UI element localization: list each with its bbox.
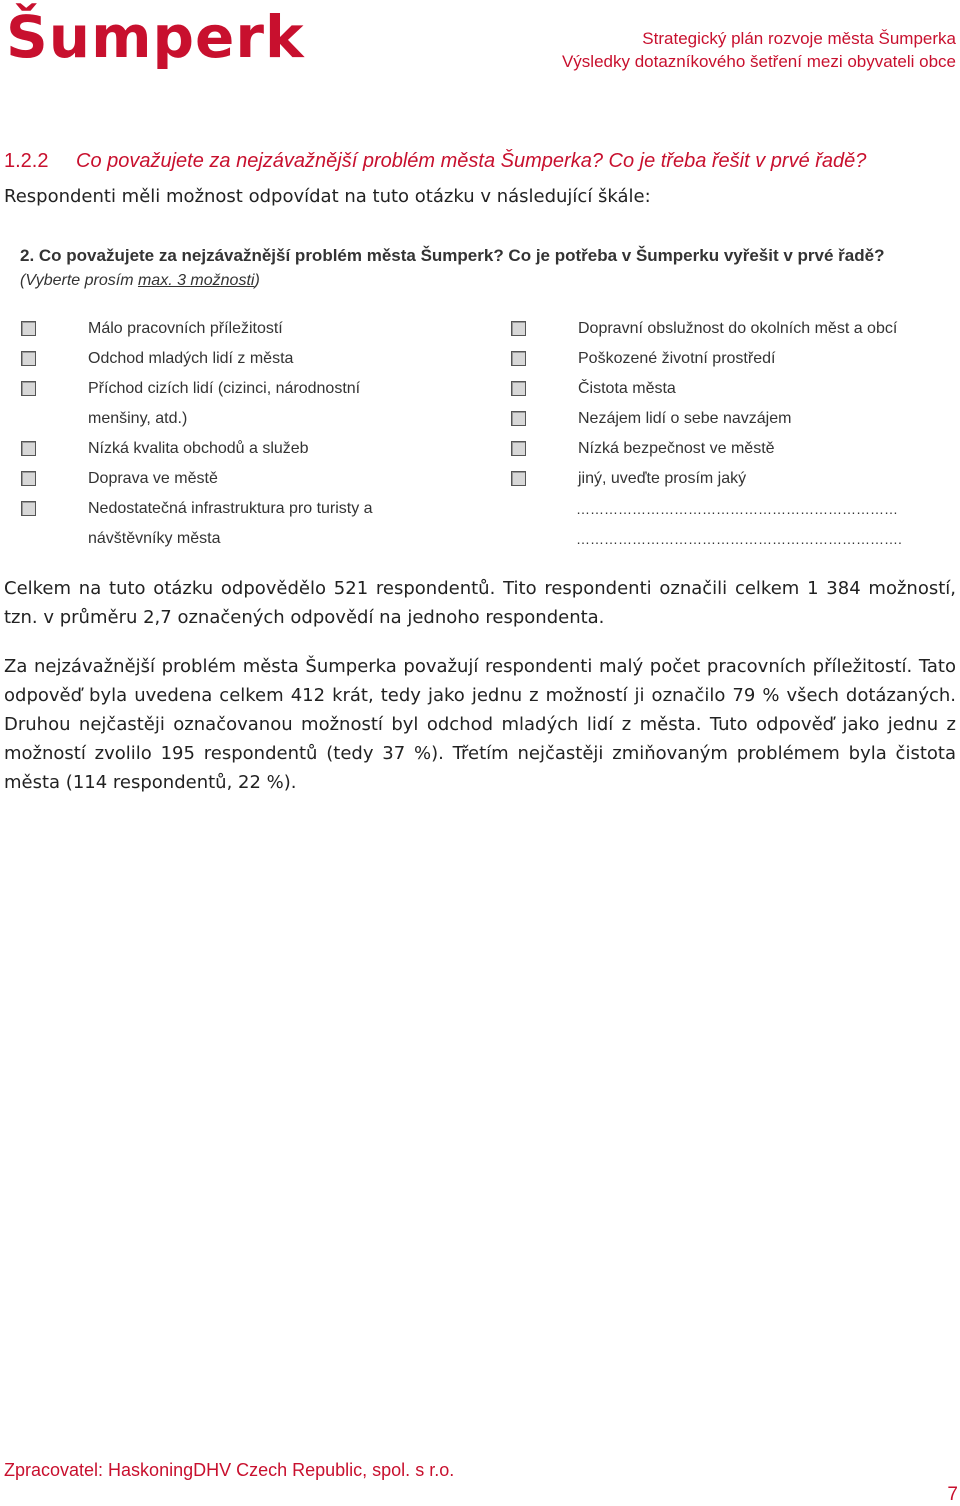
checkbox-icon (21, 501, 36, 516)
checkbox-icon (21, 321, 36, 336)
paragraph-summary: Celkem na tuto otázku odpovědělo 521 respondentů. Tito respondenti označili celkem 1 384 možností, tzn. v průměru 2,7 označených odpovědí na jednoho respondenta. (4, 578, 956, 628)
option-item (18, 494, 408, 554)
fill-in-line: ……………………………………………………………. (576, 531, 902, 547)
header-title-line1: Strategický plán rozvoje města Šumperka (642, 29, 956, 48)
city-logo: Šumperk (6, 3, 305, 71)
checkbox-icon (21, 381, 36, 396)
checkbox-icon (511, 321, 526, 336)
option-item (18, 464, 448, 494)
subtitle-underlined: max. 3 možnosti (137, 272, 255, 289)
survey-question-subtitle (20, 272, 260, 290)
option-item (508, 344, 938, 374)
section-intro: Respondenti měli možnost odpovídat na tuto otázku v následující škále: (4, 186, 651, 207)
option-label: Nezájem lidí o sebe navzájem (578, 410, 792, 427)
fill-in-line: …………………………………………………………… (576, 501, 898, 517)
options-left-column (18, 314, 448, 554)
survey-question-image (18, 244, 938, 556)
checkbox-icon (511, 351, 526, 366)
option-label: Nízká bezpečnost ve městě (578, 440, 775, 457)
option-label: Nedostatečná infrastruktura pro turisty a návštěvníky města (88, 500, 373, 547)
section-question: Co považujete za nejzávažnější problém města Šumperka? Co je třeba řešit v prvé řadě? (76, 150, 867, 172)
option-label: Čistota města (578, 380, 676, 397)
option-item (508, 464, 938, 494)
subtitle-suffix: ) (254, 272, 260, 289)
checkbox-icon (511, 411, 526, 426)
paragraph-results: Za nejzávažnější problém města Šumperka považují respondenti malý počet pracovních příležitostí. Tato odpověď byla uvedena celkem 412 krát, tedy jako jednu z možností ji označilo 79 % všech dotázaných. Druhou nejčastěji označovanou možností byl odchod mladých lidí z města. Tuto odpověď jako jednu z možností zvolilo 195 respondentů (tedy 37 %). Třetím nejčastěji zmiňovaným problémem byla čistota města (114 respondentů, 22 %). (4, 656, 956, 793)
survey-question-title: 2. Co považujete za nejzávažnější problém města Šumperk? Co je potřeba v Šumperku vyřešit v prvé řadě? (20, 246, 885, 265)
option-item (508, 404, 938, 434)
checkbox-icon (511, 381, 526, 396)
option-label: Málo pracovních příležitostí (88, 320, 283, 337)
section-heading (4, 148, 954, 174)
subtitle-prefix: (Vyberte prosím (20, 272, 138, 289)
option-item (508, 314, 938, 344)
header-title-line2: Výsledky dotazníkového šetření mezi obyvateli obce (561, 52, 956, 71)
option-label: jiný, uveďte prosím jaký (578, 470, 747, 487)
checkbox-icon (21, 441, 36, 456)
options-right-column (508, 314, 938, 554)
section-number: 1.2.2 (4, 150, 49, 172)
option-label: Příchod cizích lidí (cizinci, národnostní menšiny, atd.) (88, 380, 361, 427)
checkbox-icon (21, 471, 36, 486)
checkbox-icon (511, 441, 526, 456)
footer-author: Zpracovatel: HaskoningDHV Czech Republic, spol. s r.o. (4, 1460, 455, 1480)
document-header (562, 27, 956, 73)
option-item (508, 434, 938, 464)
option-item (508, 374, 938, 404)
checkbox-icon (21, 351, 36, 366)
option-label: Doprava ve městě (88, 470, 218, 487)
option-item (18, 314, 448, 344)
option-item (18, 374, 398, 434)
option-item (18, 344, 448, 374)
option-label: Poškozené životní prostředí (578, 350, 776, 367)
page-number: 7 (947, 1484, 958, 1505)
option-label: Nízká kvalita obchodů a služeb (88, 440, 309, 457)
option-label: Dopravní obslužnost do okolních měst a obcí (578, 320, 898, 337)
option-label: Odchod mladých lidí z města (88, 350, 294, 367)
option-item (18, 434, 448, 464)
checkbox-icon (511, 471, 526, 486)
